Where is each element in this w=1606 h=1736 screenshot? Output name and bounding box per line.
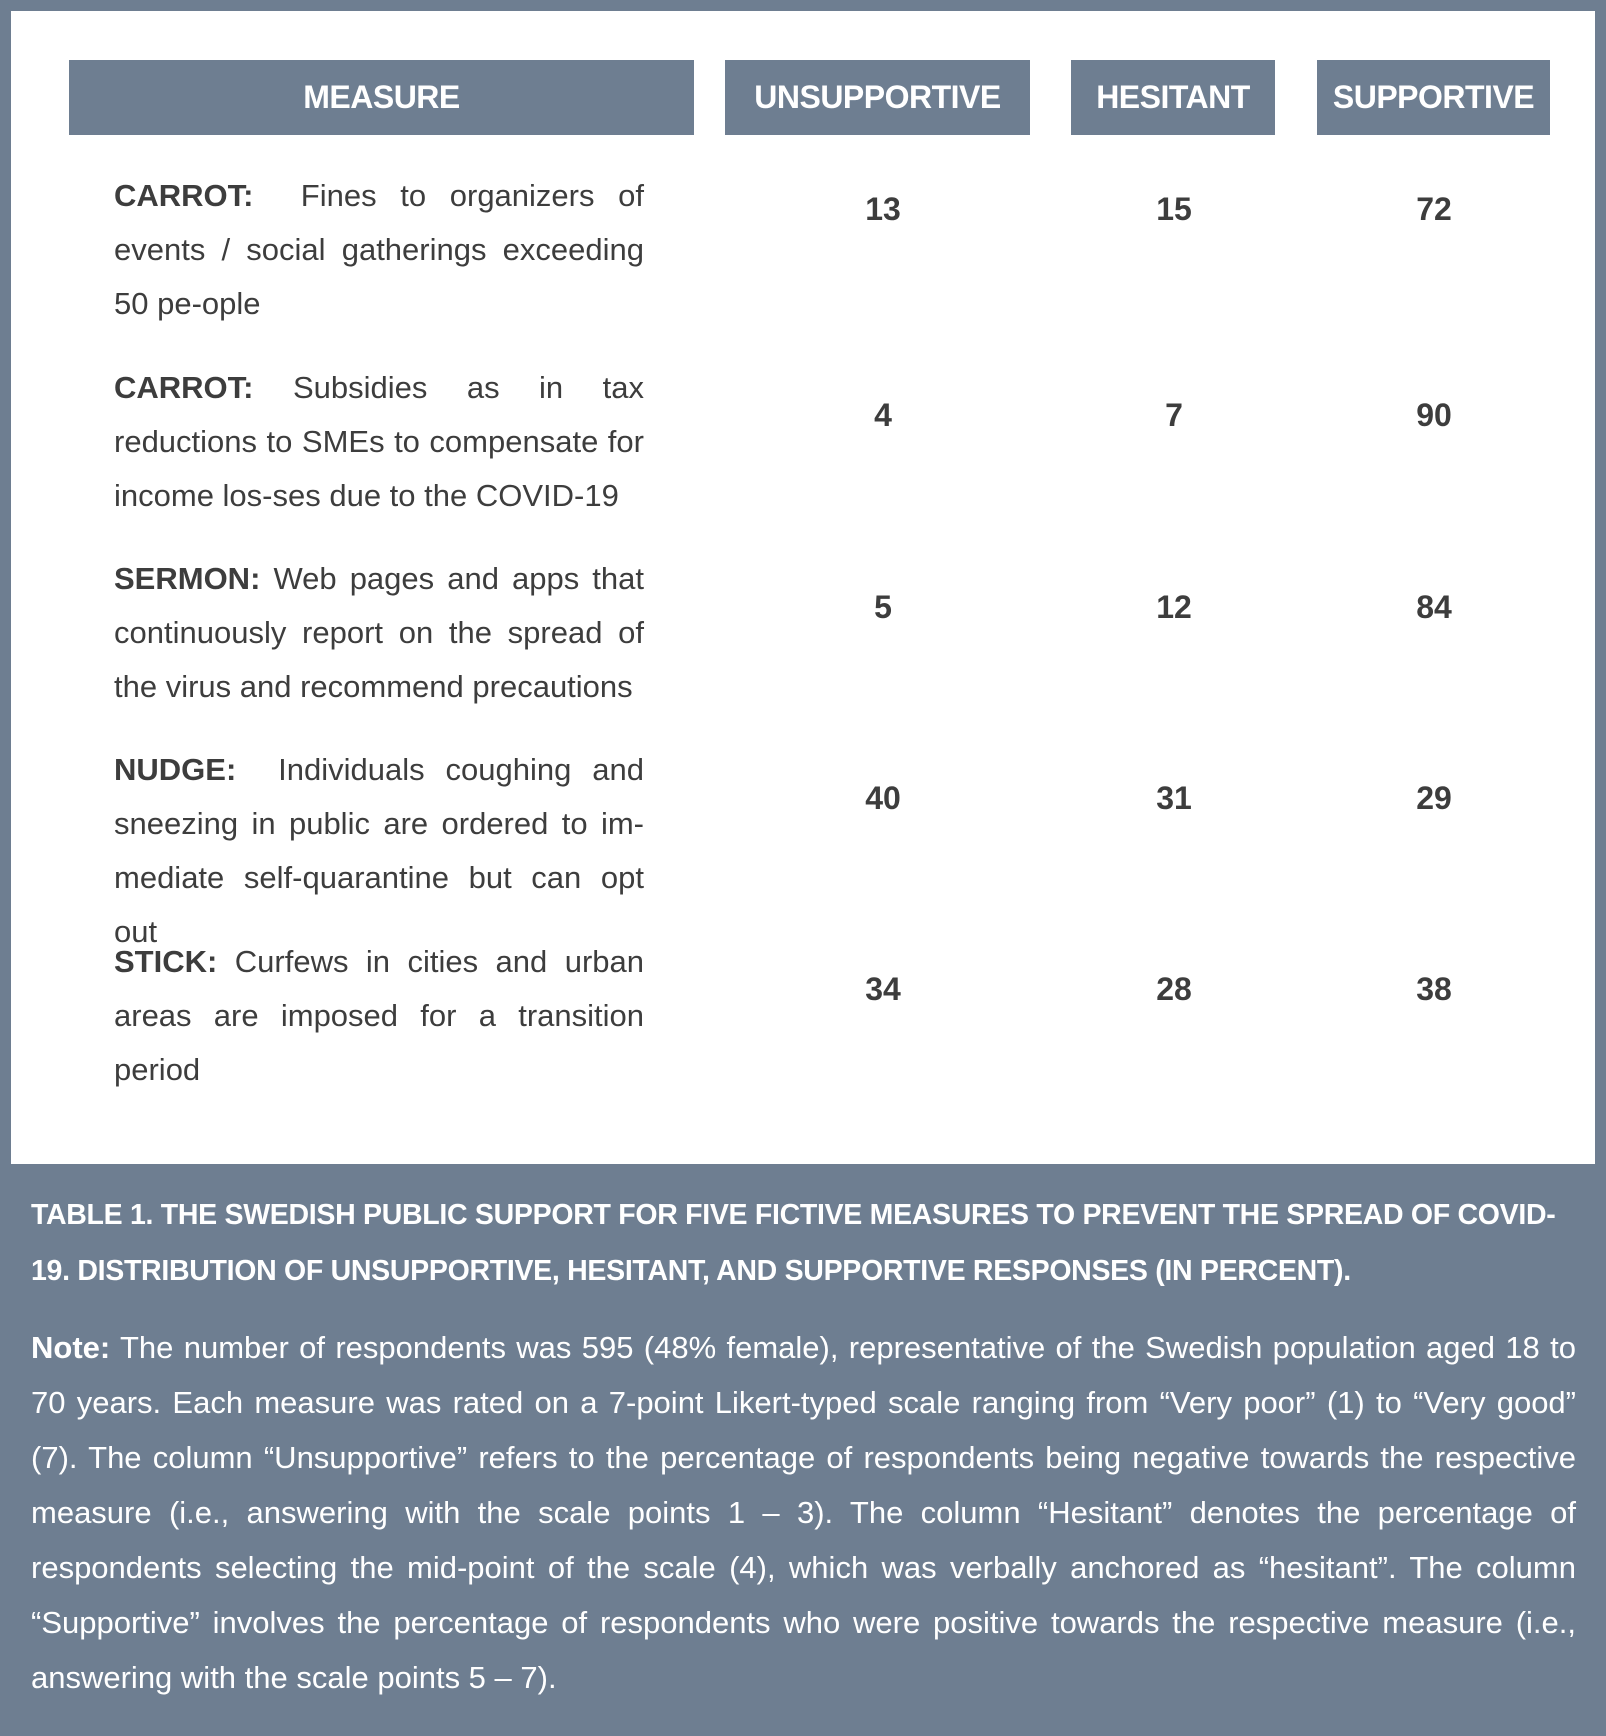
value-unsupportive: 13 bbox=[865, 191, 901, 227]
note-label: Note: bbox=[31, 1330, 111, 1365]
value-supportive: 90 bbox=[1416, 397, 1452, 433]
measure-description: Curfews in cities and urban areas are imposed for a transition period bbox=[114, 944, 644, 1087]
measure-description: Fines to organizers of events / social gatherings exceeding 50 pe-ople bbox=[114, 178, 644, 321]
table-caption: TABLE 1. THE SWEDISH PUBLIC SUPPORT FOR FIVE FICTIVE MEASURES TO PREVENT THE SPREAD OF COVID-19. DISTRIBUTION OF UNSUPPORTIVE, HESITANT, AND SUPPORTIVE RESPONSES (IN PERCENT). bbox=[31, 1199, 1556, 1287]
value-supportive: 72 bbox=[1416, 191, 1452, 227]
header-measure: MEASURE bbox=[69, 60, 694, 135]
table-row-measure bbox=[114, 169, 644, 331]
measure-category: SERMON: bbox=[114, 561, 261, 596]
measure-description: Web pages and apps that continuously report on the spread of the virus and recommend precautions bbox=[114, 561, 644, 704]
measure-category: NUDGE: bbox=[114, 752, 237, 787]
measure-description: Individuals coughing and sneezing in public are ordered to im-mediate self-quarantine but can opt out bbox=[114, 752, 644, 949]
value-supportive: 29 bbox=[1416, 780, 1452, 816]
measure-category: CARROT: bbox=[114, 178, 254, 213]
table-row-measure bbox=[114, 361, 644, 523]
value-unsupportive: 4 bbox=[874, 397, 892, 433]
value-hesitant: 31 bbox=[1156, 780, 1192, 816]
value-supportive: 84 bbox=[1416, 589, 1452, 625]
measure-category: STICK: bbox=[114, 944, 218, 979]
note-text: The number of respondents was 595 (48% female), representative of the Swedish population aged 18 to 70 years. Each measure was rated on a 7-point Likert-typed scale ranging from “Very poor” (1) to “Very good” (7). The column “Unsupportive” refers to the percentage of respondents being negative towards the respective measure (i.e., answering with the scale points 1 – 3). The column “Hesitant” denotes the percentage of respondents selecting the mid-point of the scale (4), which was verbally anchored as “hesitant”. The column “Supportive” involves the percentage of respondents who were positive towards the respective measure (i.e., answering with the scale points 5 – 7). bbox=[31, 1330, 1576, 1695]
value-unsupportive: 5 bbox=[874, 589, 892, 625]
header-unsupportive: UNSUPPORTIVE bbox=[725, 60, 1030, 135]
value-supportive: 38 bbox=[1416, 971, 1452, 1007]
header-hesitant: HESITANT bbox=[1071, 60, 1275, 135]
value-unsupportive: 34 bbox=[865, 971, 901, 1007]
value-hesitant: 28 bbox=[1156, 971, 1192, 1007]
value-hesitant: 15 bbox=[1156, 191, 1192, 227]
table-row-measure bbox=[114, 552, 644, 714]
table-panel bbox=[11, 11, 1595, 1164]
table-note bbox=[31, 1320, 1576, 1705]
value-unsupportive: 40 bbox=[865, 780, 901, 816]
measure-description: Subsidies as in tax reductions to SMEs to compensate for income los-ses due to the COVID-19 bbox=[114, 370, 644, 513]
value-hesitant: 12 bbox=[1156, 589, 1192, 625]
table-row-measure bbox=[114, 743, 644, 959]
header-supportive: SUPPORTIVE bbox=[1317, 60, 1550, 135]
measure-category: CARROT: bbox=[114, 370, 254, 405]
table-row-measure bbox=[114, 935, 644, 1097]
value-hesitant: 7 bbox=[1165, 397, 1183, 433]
